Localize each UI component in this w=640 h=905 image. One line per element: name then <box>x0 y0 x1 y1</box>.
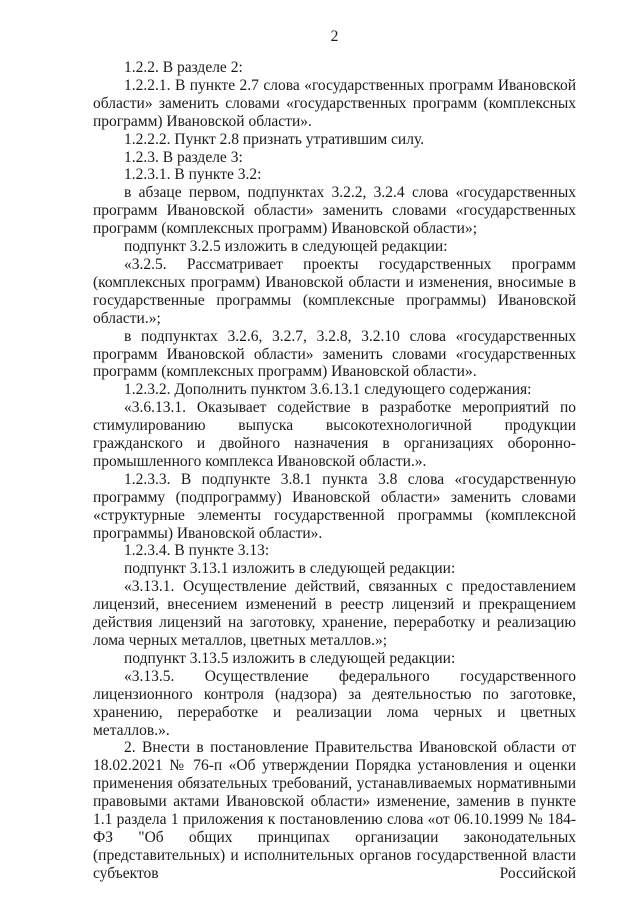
paragraph: 1.2.3.2. Дополнить пунктом 3.6.13.1 следующего содержания: <box>124 381 532 399</box>
paragraph: подпункт 3.13.1 изложить в следующей редакции: <box>124 560 456 578</box>
paragraph: 1.2.3.4. В пункте 3.13: <box>124 542 270 560</box>
document-body <box>93 59 576 883</box>
paragraph: подпункт 3.13.5 изложить в следующей редакции: <box>124 649 456 667</box>
paragraph: подпункт 3.2.5 изложить в следующей редакции: <box>124 238 448 256</box>
paragraph: в абзаце первом, подпунктах 3.2.2, 3.2.4 слова «государственных программ Ивановской области» заменить словами «государственных программ (комплексных программ) Ивановской области»; <box>93 184 576 238</box>
paragraph: «3.13.1. Осуществление действий, связанных с предоставлением лицензий, внесением изменений в реестр лицензий и прекращением действия лицензий на заготовку, хранение, переработку и реализацию лома черных металлов, цветных металлов.»; <box>93 578 576 649</box>
paragraph: «3.13.5. Осуществление федерального государственного лицензионного контроля (надзора) за деятельностью по заготовке, хранению, переработке и реализации лома черных и цветных металлов.». <box>93 667 576 739</box>
paragraph: 1.2.3. В разделе 3: <box>124 148 243 166</box>
paragraph: 2. Внести в постановление Правительства Ивановской области от 18.02.2021 № 76-п «Об утверждении Порядка установления и оценки применения обязательных требований, устанавливаемых нормативными правовыми актами Ивановской области» изменение, заменив в пункте 1.1 раздела 1 приложения к постановлению слова «от 06.10.1999 № 184-ФЗ "Об общих принципах организации законодательных (представительных) и исполнительных органов государственной власти субъектов Российской <box>93 739 576 882</box>
page-number: 2 <box>330 28 339 45</box>
paragraph: 1.2.2.1. В пункте 2.7 слова «государственных программ Ивановской области» заменить словами «государственных программ (комплексных программ) Ивановской области». <box>93 76 576 130</box>
paragraph: 1.2.3.1. В пункте 3.2: <box>124 166 262 184</box>
paragraph: 1.2.2.2. Пункт 2.8 признать утратившим силу. <box>124 130 425 148</box>
paragraph: 1.2.3.3. В подпункте 3.8.1 пункта 3.8 слова «государственную программу (подпрограмму) Ивановской области» заменить словами «структурные элементы государственной программы (комплексной программы) Ивановской области». <box>93 470 576 542</box>
paragraph: «3.6.13.1. Оказывает содействие в разработке мероприятий по стимулированию выпуска высокотехнологичной продукции гражданского и двойного назначения в организациях оборонно-промышленного комплекса Ивановской области.». <box>93 399 576 470</box>
paragraph: в подпунктах 3.2.6, 3.2.7, 3.2.8, 3.2.10 слова «государственных программ Ивановской области» заменить словами «государственных программ (комплексных программ) Ивановской области». <box>93 327 576 381</box>
paragraph: «3.2.5. Рассматривает проекты государственных программ (комплексных программ) Ивановской области и изменения, вносимые в государственные программы (комплексные программы) Ивановской области.»; <box>93 255 576 327</box>
paragraph: 1.2.2. В разделе 2: <box>124 59 243 76</box>
